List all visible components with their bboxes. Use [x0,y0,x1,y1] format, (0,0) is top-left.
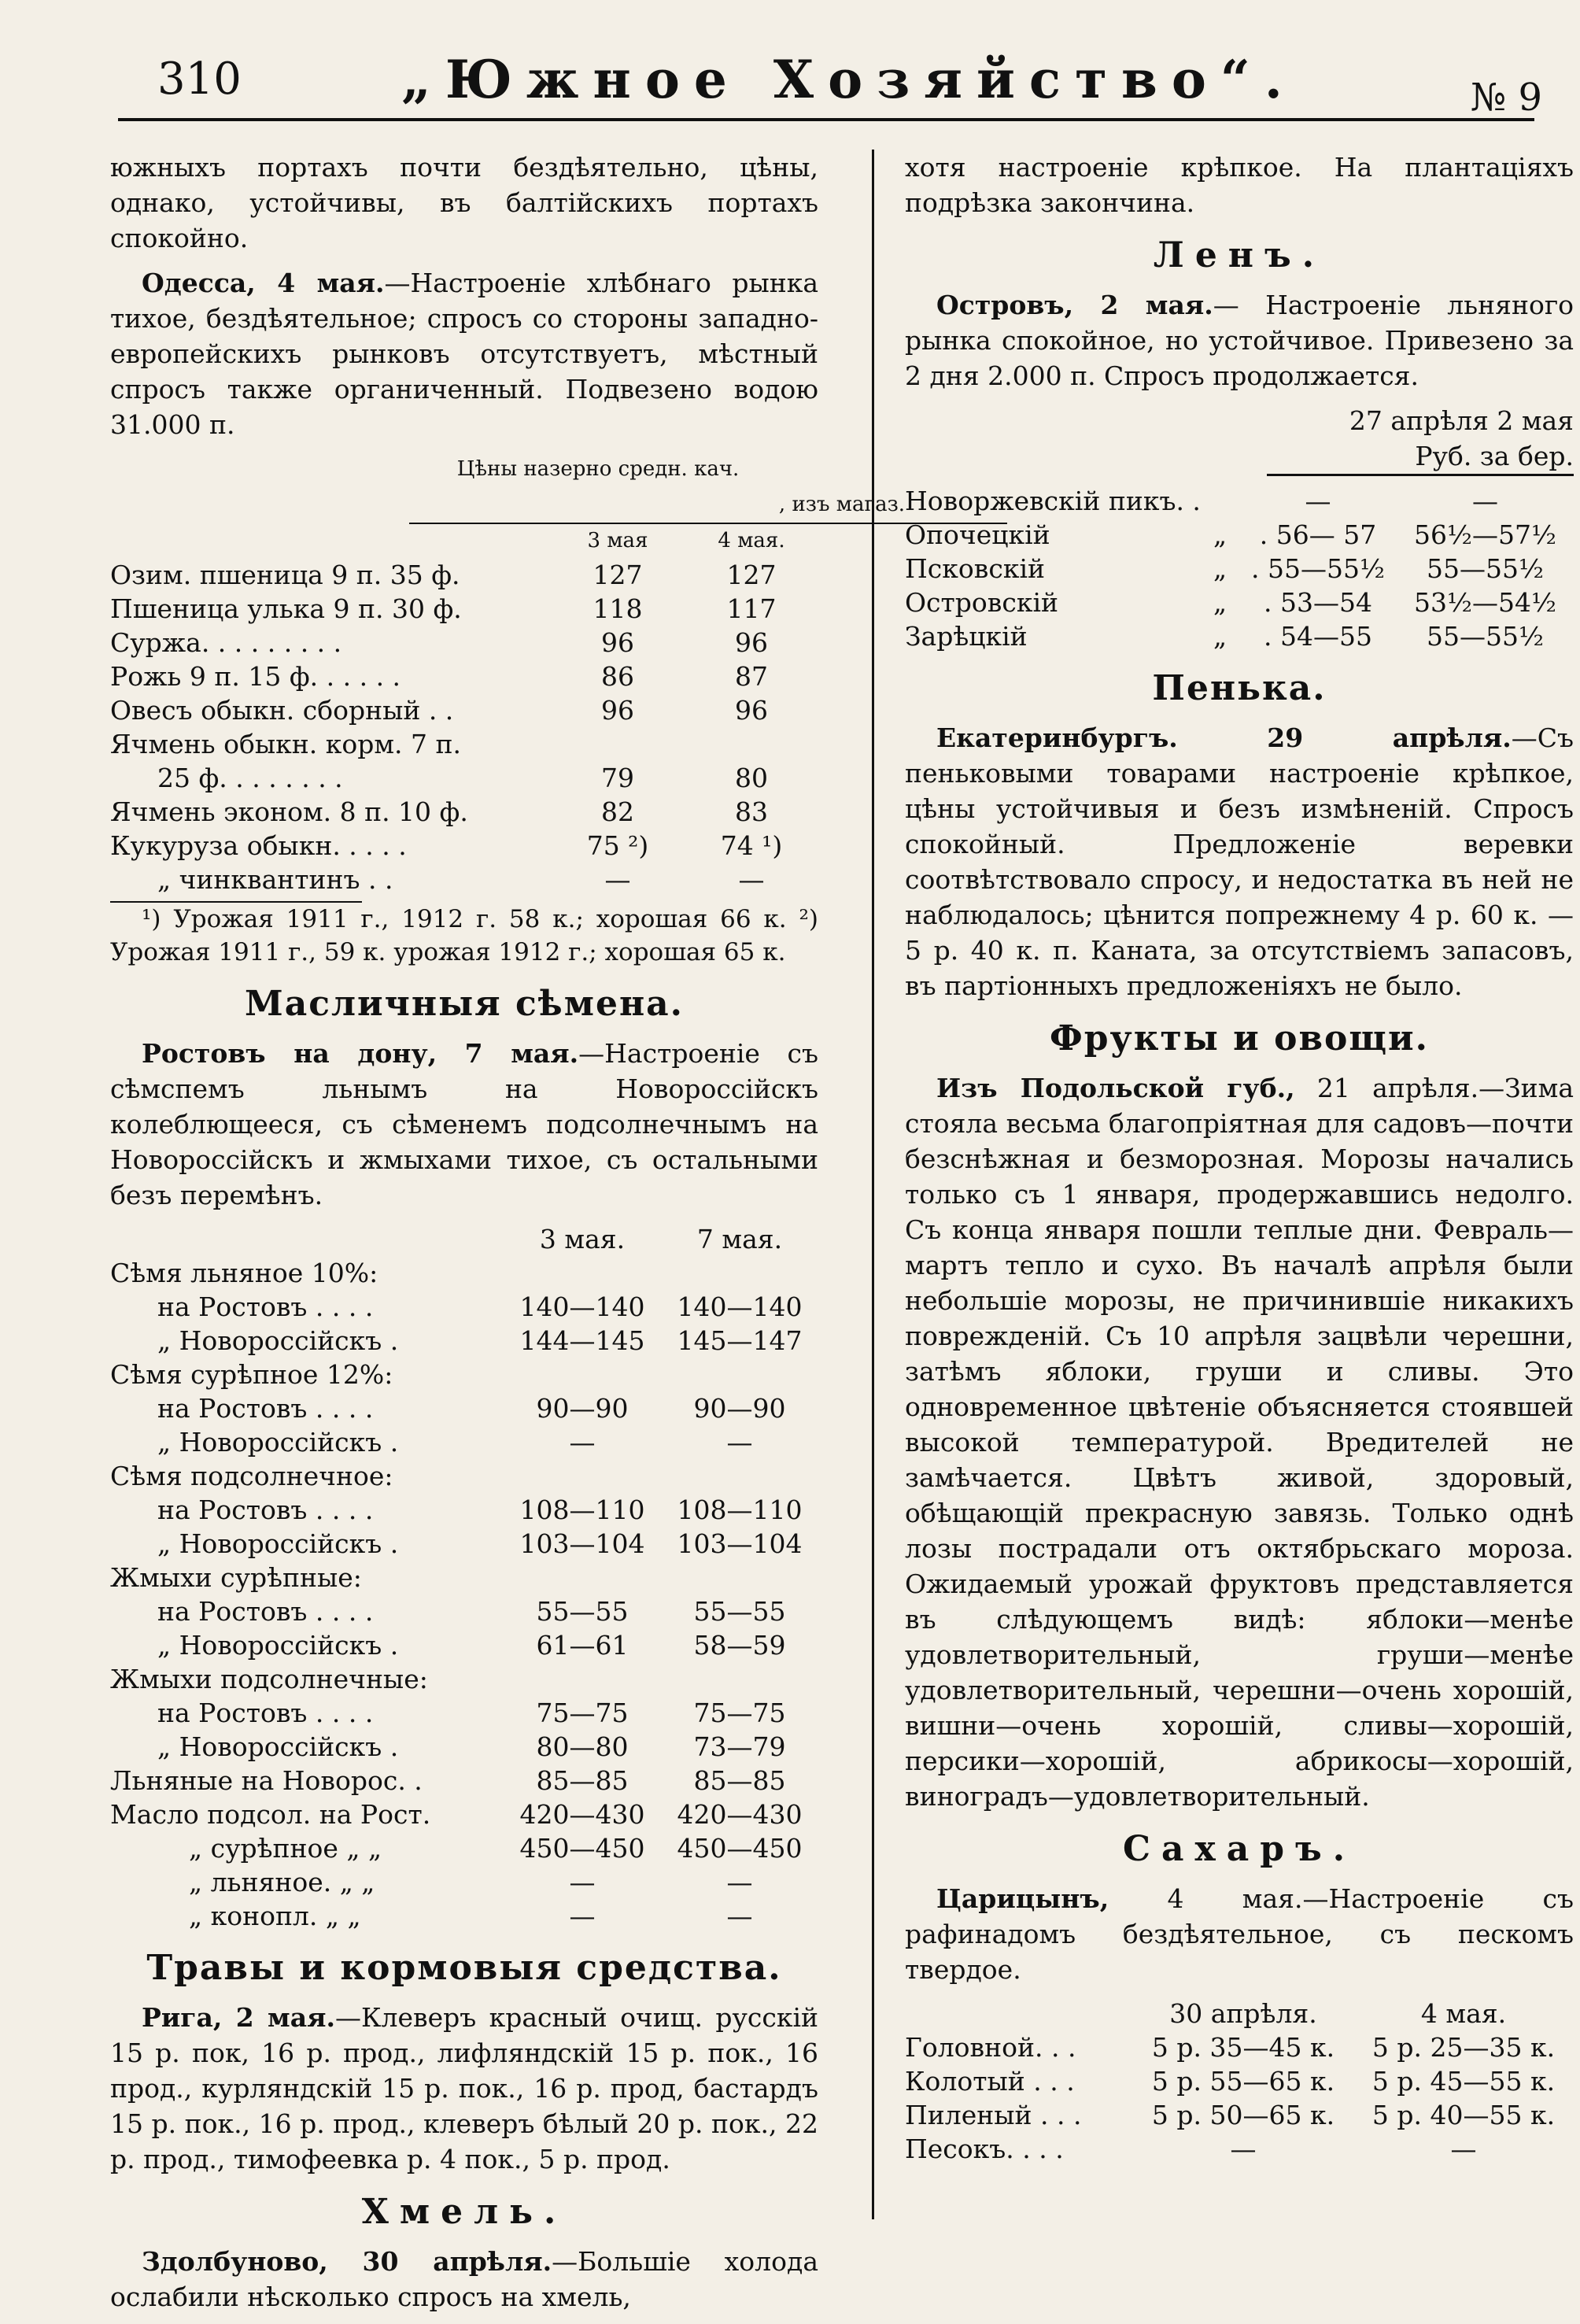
oilseed-cell: Жмыхи подсолнечные: [110,1664,428,1694]
oilseed-row [110,1527,818,1561]
grain-cell: Ячмень эконом. 8 п. 10 ф. [110,796,468,827]
oilseed-row [110,1391,818,1425]
oilseed-cell: 55—55 [693,1596,786,1627]
rostov-paragraph [110,1036,818,1213]
ekaterinburg-lead: Екатеринбургъ. 29 апрѣля. [936,722,1512,753]
oilseed-cell [504,1662,661,1696]
grain-cell: Рожь 9 п. 15 ф. . . . . . [110,661,401,692]
oilseed-cell: на Ростовъ . . . . [157,1495,374,1525]
oilseed-row [110,1493,818,1527]
ostrov-lead: Островъ, 2 мая. [936,290,1213,320]
column-rule [872,150,874,2219]
grain-cell: 87 [735,661,768,692]
oilseed-cell: — [726,1427,753,1458]
grain-col2-header: 4 мая. [718,529,785,552]
fodder-heading: Травы и кормовыя средства. [146,1948,782,1988]
oilseed-cell: 85—85 [536,1765,629,1796]
flax-cell: „ [1213,587,1227,618]
flax-cell: . 53—54 [1264,587,1372,618]
oilseed-cell: 75—75 [536,1698,629,1728]
oilseed-cell [661,1256,818,1290]
grain-row [110,558,818,592]
oilseed-cell: 103—104 [519,1528,645,1559]
oilseed-cell [661,1662,818,1696]
flax-cell: 55—55½ [1426,553,1544,584]
oilseed-cell: „ сурѣпное „ „ [189,1833,382,1864]
oilseed-cell: — [726,1901,753,1931]
grain-price-table [110,524,818,896]
oilseed-row [110,1594,818,1628]
oilseed-row [110,1358,818,1391]
grain-caption-1: Цѣны назерно средн. кач. [456,457,740,481]
sugar-cell: 5 р. 25—35 к. [1371,2032,1556,2063]
grain-cell: Пшеница улька 9 п. 30 ф. [110,593,462,624]
flax-cell: „ [1213,621,1227,652]
oilseed-cell: „ льняное. „ „ [189,1867,375,1897]
sugar-header-row [905,1997,1574,2030]
sugar-cell: — [1450,2134,1477,2164]
sugar-heading: Сахаръ. [1122,1829,1357,1869]
tsaritsyn-paragraph [905,1881,1574,1987]
oilseed-cell: „ Новороссійскъ . [157,1427,399,1458]
oilseed-row [110,1256,818,1290]
oilseed-cell: 145—147 [677,1325,803,1356]
grain-cell: 79 [601,763,634,793]
ekaterinburg-text: —Съ пеньковыми товарами настроеніе крѣпкое, цѣны устойчивыя и безъ измѣненій. Спросъ спокойный. Предложеніе веревки соотвѣтствовало спросу, и недостатка въ ней не наблюдалось; цѣнится попрежнему 4 р. 60 к. —5 р. 40 к. п. Каната, за отсутствіемъ запасовъ, въ партіонныхъ предложеніяхъ не было. [905,722,1574,1001]
sugar-cell: 5 р. 40—55 к. [1371,2100,1556,2130]
zdolbunovo-paragraph [110,2244,818,2315]
tsaritsyn-lead: Царицынъ, [936,1883,1109,1914]
sugar-cell: 5 р. 35—45 к. [1151,2032,1335,2063]
grain-cell: Суржа. . . . . . . . . [110,627,342,658]
grain-cell: 25 ф. . . . . . . . [157,763,343,793]
grain-row [110,761,818,795]
flax-cell: Островскій [905,587,1059,618]
flax-cell: 55—55½ [1426,621,1544,652]
grain-cell: Озим. пшеница 9 п. 35 ф. [110,560,460,590]
oilseed-cell: 140—140 [519,1291,645,1322]
rostov-text: —Настроеніе съ сѣмспемъ льнымъ на Новороссійскъ колеблющееся, съ сѣменемъ подсолнечнымъ на Новороссійскъ и жмыхами тихое, съ остальными безъ перемѣнъ. [110,1038,818,1210]
journal-title: „Южное Хозяйство“. [401,49,1297,110]
oilseed-row [110,1899,818,1933]
oilseed-cell: Масло подсол. на Рост. [110,1799,431,1830]
oilseed-cell: 75—75 [693,1698,786,1728]
oilseed-cell: Жмыхи сурѣпные: [110,1562,362,1593]
hemp-heading: Пенька. [1152,668,1327,708]
flax-row [905,518,1574,552]
oilseed-cell: 450—450 [519,1833,645,1864]
oilseed-cell: Сѣмя сурѣпное 12%: [110,1359,393,1390]
grain-cell: „ чинквантинъ . . [157,864,393,895]
oilseed-cell: Сѣмя льняное 10%: [110,1258,378,1288]
oilseed-cell: 73—79 [693,1731,786,1762]
flax-cell: . 54—55 [1264,621,1372,652]
flax-row [905,619,1574,653]
tsaritsyn-text: 4 мая.—Настроеніе съ рафинадомъ бездѣятельное, съ пескомъ твердое. [905,1883,1574,1985]
riga-lead: Рига, 2 мая. [142,2002,335,2033]
sugar-col2-header: 4 мая. [1420,1998,1507,2029]
flax-cell: „ [1213,519,1227,550]
oilseed-cell: на Ростовъ . . . . [157,1393,374,1424]
oilseed-cell: 61—61 [536,1630,629,1661]
sugar-row [905,2030,1574,2064]
oilseed-cell: 144—145 [519,1325,645,1356]
header-rule [118,118,1534,121]
grain-row [110,829,818,863]
oilseed-cell: 90—90 [693,1393,786,1424]
oilseed-row [110,1831,818,1865]
page-header [157,49,1542,120]
ostrov-text: — Настроеніе льняного рынка спокойное, но устойчивое. Привезено за 2 дня 2.000 п. Спросъ продолжается. [905,290,1574,391]
oilseed-cell: 450—450 [677,1833,803,1864]
oil-header-row [110,1222,818,1256]
oilseed-cell [661,1561,818,1594]
sugar-cell: 5 р. 55—65 к. [1151,2066,1335,2097]
sugar-row [905,2098,1574,2132]
flax-row [905,484,1574,518]
oilseed-row [110,1561,818,1594]
grain-cell: Кукуруза обыкн. . . . . [110,830,407,861]
hops-heading: Хмель. [361,2192,567,2232]
flax-cell [1201,484,1239,518]
flax-row [905,586,1574,619]
grain-header-row [110,524,818,558]
ekaterinburg-paragraph [905,720,1574,1003]
left-column [110,150,906,2324]
oilseed-row [110,1425,818,1459]
grain-cell: 86 [601,661,634,692]
grain-cell: Ячмень обыкн. корм. 7 п. [110,729,461,759]
grain-cell: 96 [601,695,634,726]
flax-unit: Руб. за бер. [1267,438,1574,476]
odessa-lead: Одесса, 4 мая. [142,268,385,298]
flax-cell: 56½—57½ [1413,519,1556,550]
oilseed-cell: „ конопл. „ „ [189,1901,361,1931]
oilseed-row [110,1662,818,1696]
oilseed-cell: „ Новороссійскъ . [157,1731,399,1762]
sugar-cell: 5 р. 50—65 к. [1151,2100,1335,2130]
flax-dates: 27 апрѣля 2 мая [1349,405,1574,436]
grain-cell: 74 ¹) [720,830,783,861]
sugar-cell: Песокъ. . . . [905,2134,1064,2164]
grain-caption-2: , изъ магаз. [409,487,1007,524]
podolia-lead: Изъ Подольской губ., [936,1073,1295,1103]
podolia-paragraph [905,1070,1574,1814]
oilseed-cell: 58—59 [693,1630,786,1661]
grain-cell: 83 [735,796,768,827]
oilseed-cell [661,1358,818,1391]
grain-row [110,727,818,761]
oilseed-cell: — [569,1867,596,1897]
flax-cell: „ [1213,553,1227,584]
oilseed-cell: 140—140 [677,1291,803,1322]
grain-row [110,660,818,693]
oilseed-cell: „ Новороссійскъ . [157,1325,399,1356]
oilseed-row [110,1797,818,1831]
podolia-text: 21 апрѣля.—Зима стояла весьма благопріятная для садовъ—почти безснѣжная и безморозная. Морозы начались только съ 1 января, продержавшись недолго. Съ конца января пошли теплые дни. Февраль—мартъ тепло и сухо. Въ началѣ апрѣля были небольшіе морозы, не причинившіе никакихъ поврежденій. Съ 10 апрѣля зацвѣли черешни, затѣмъ яблоки, груши и сливы. Это одновременное цвѣтеніе объясняется стоявшей высокой температурой. Вредителей не замѣчается. Цвѣтъ живой, здоровый, обѣщающій прекрасную завязь. Только однѣ лозы пострадали отъ октябрьскаго мороза. Ожидаемый урожай фруктовъ представляется въ слѣдующемъ видѣ: яблоки—менѣе удовлетворительный, груши—менѣе удовлетворительный, черешни—очень хорошій, вишни—очень хорошій, сливы—хорошій, персики—хорошій, абрикосы—хорошій, виноградъ—удовлетворительный. [905,1073,1574,1812]
oilseed-cell: 108—110 [519,1495,645,1525]
grain-cell: 75 ²) [586,830,649,861]
sugar-price-table [905,1997,1574,2166]
odessa-paragraph [110,265,818,442]
intro-paragraph: южныхъ портахъ почти бездѣятельно, цѣны, однако, устойчивы, въ балтійскихъ портахъ спокойно. [110,152,818,253]
oilseed-cell: „ Новороссійскъ . [157,1630,399,1661]
zdolbunovo-lead: Здолбуново, 30 апрѣля. [142,2246,552,2277]
oilseed-cell: на Ростовъ . . . . [157,1291,374,1322]
grain-footnote: ¹) Урожая 1911 г., 1912 г. 58 к.; хорошая 66 к. ²) Урожая 1911 г., 59 к. урожая 1912 г.; хорошая 65 к. [110,905,818,966]
fruit-heading: Фрукты и овощи. [1050,1018,1429,1059]
oilseed-cell: на Ростовъ . . . . [157,1596,374,1627]
grain-cell: 80 [735,763,768,793]
grain-cell: — [604,864,631,895]
grain-cell [685,727,818,761]
grain-row [110,626,818,660]
grain-cell: 96 [735,627,768,658]
odessa-text: —Настроеніе хлѣбнаго рынка тихое, бездѣятельное; спросъ со стороны западно-европейскихъ рынковъ отсутствуетъ, мѣстный спросъ также органиченный. Подвезено водою 31.000 п. [110,268,818,440]
oilseed-cell: — [569,1427,596,1458]
flax-cell: . 56— 57 [1259,519,1377,550]
oilseed-row [110,1628,818,1662]
sugar-cell: 5 р. 45—55 к. [1371,2066,1556,2097]
grain-cell: 82 [601,796,634,827]
grain-row [110,693,818,727]
oilseed-row [110,1290,818,1324]
sugar-cell: Головной. . . [905,2032,1076,2063]
sugar-row [905,2132,1574,2166]
oilseed-price-table [110,1222,818,1933]
grain-row [110,863,818,896]
grain-cell: 127 [726,560,777,590]
oilseed-cell [504,1358,661,1391]
sugar-cell: Колотый . . . [905,2066,1075,2097]
oilseed-row [110,1324,818,1358]
oilseed-cell [661,1459,818,1493]
grain-cell: Овесъ обыкн. сборный . . [110,695,454,726]
riga-paragraph [110,2000,818,2177]
grain-cell: 118 [592,593,643,624]
flax-row [905,552,1574,586]
oilseed-cell: — [726,1867,753,1897]
oilseed-row [110,1764,818,1797]
oilseed-cell [504,1256,661,1290]
flax-cell: — [1305,486,1331,516]
oilseeds-heading: Масличныя сѣмена. [245,984,684,1024]
flax-cell: — [1471,486,1498,516]
flax-cell: 53½—54½ [1413,587,1556,618]
oilseed-cell: 85—85 [693,1765,786,1796]
oilseed-row [110,1730,818,1764]
oil-col1-header: 3 мая. [539,1224,626,1254]
flax-price-table [905,484,1574,653]
sugar-cell: Пиленый . . . [905,2100,1082,2130]
oilseed-cell: 90—90 [536,1393,629,1424]
oilseed-row [110,1459,818,1493]
flax-cell: . 55—55½ [1251,553,1385,584]
oilseed-cell: 103—104 [677,1528,803,1559]
riga-text: —Клеверъ красный очищ. русскій 15 р. пок, 16 р. прод., лифляндскій 15 р. пок., 16 прод., курляндскій 15 р. пок., 16 р. прод, бастардъ 15 р. пок., 16 р. прод., клеверъ бѣлый 20 р. пок., 22 р. прод., тимофеевка р. 4 пок., 5 р. прод. [110,2002,818,2174]
right-column [905,150,1574,2166]
oilseed-cell: 420—430 [519,1799,645,1830]
zdolbunovo-text: —Большіе холода ослабили нѣсколько спросъ на хмель, [110,2246,818,2312]
flax-cell: Зарѣцкій [905,621,1028,652]
flax-cell: Новоржевскій пикъ. . [905,486,1201,516]
oilseed-cell [504,1561,661,1594]
grain-cell: 127 [592,560,643,590]
hops-continued: хотя настроеніе крѣпкое. На плантаціяхъ подрѣзка закончина. [905,152,1574,218]
oilseed-cell: 420—430 [677,1799,803,1830]
ostrov-paragraph [905,287,1574,393]
oil-col2-header: 7 мая. [696,1224,783,1254]
oilseed-cell: Сѣмя подсолнечное: [110,1461,393,1491]
flax-cell: Псковскій [905,553,1045,584]
sugar-cell: — [1230,2134,1257,2164]
grain-cell: 96 [735,695,768,726]
oilseed-cell: 55—55 [536,1596,629,1627]
oilseed-cell [504,1459,661,1493]
grain-cell: 96 [601,627,634,658]
grain-row [110,592,818,626]
flax-cell: Опочецкій [905,519,1050,550]
sugar-row [905,2064,1574,2098]
grain-cell: — [738,864,765,895]
rostov-lead: Ростовъ на дону, 7 мая. [142,1038,579,1069]
grain-cell [551,727,685,761]
grain-col1-header: 3 мая [587,529,648,552]
oilseed-cell: 80—80 [536,1731,629,1762]
flax-heading: Ленъ. [1153,235,1326,275]
oilseed-cell: Льняные на Новорос. . [110,1765,423,1796]
oilseed-cell: 108—110 [677,1495,803,1525]
oilseed-cell: „ Новороссійскъ . [157,1528,399,1559]
grain-cell: 117 [726,593,777,624]
oilseed-cell: на Ростовъ . . . . [157,1698,374,1728]
oilseed-row [110,1696,818,1730]
sugar-col1-header: 30 апрѣля. [1169,1998,1317,2029]
issue-number: № 9 [1470,76,1542,120]
page-number: 310 [157,54,242,105]
grain-row [110,795,818,829]
oilseed-row [110,1865,818,1899]
oilseed-cell: — [569,1901,596,1931]
